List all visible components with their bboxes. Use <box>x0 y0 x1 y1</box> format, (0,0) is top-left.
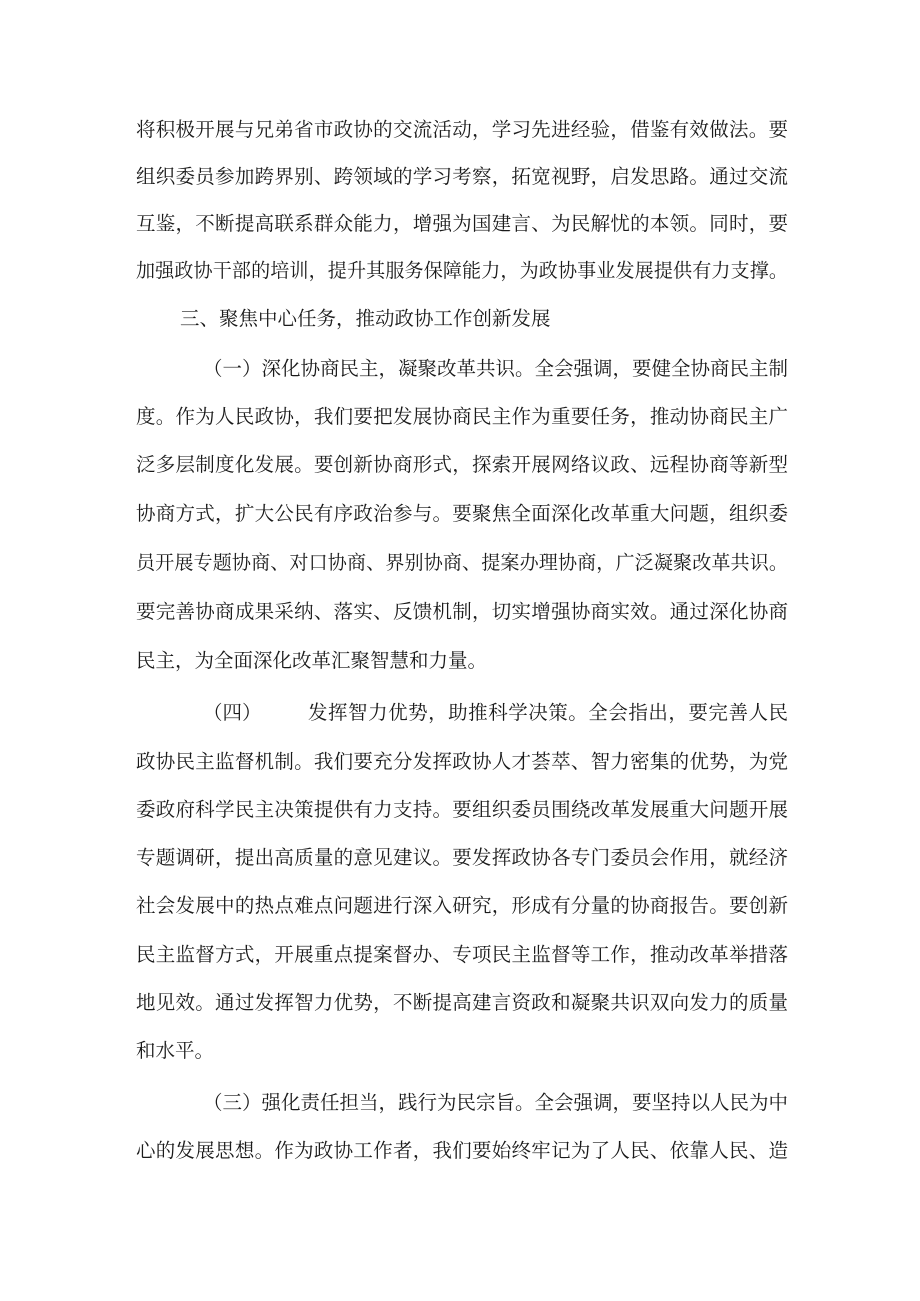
paragraph-one-line-2: 度。作为人民政协，我们要把发展协商民主作为重要任务，推动协商民主广 <box>136 405 788 428</box>
exchange-paragraph-line-2: 组织委员参加跨界别、跨领域的学习考察，拓宽视野，启发思路。通过交流 <box>136 165 788 188</box>
section-three-heading: 三、聚焦中心任务，推动政协工作创新发展 <box>180 307 551 330</box>
paragraph-four-line-1: 发挥智力优势，助推科学决策。全会指出，要完善人民 <box>308 701 788 724</box>
paragraph-four-line-6: 民主监督方式，开展重点提案督办、专项民主监督等工作，推动改革举措落 <box>136 943 788 966</box>
paragraph-one-line-1: （一）深化协商民主，凝聚改革共识。全会强调，要健全协商民主制 <box>203 357 789 380</box>
exchange-paragraph-line-4: 加强政协干部的培训，提升其服务保障能力，为政协事业发展提供有力支撑。 <box>136 260 788 282</box>
paragraph-four-line-5: 社会发展中的热点难点问题进行深入研究，形成有分量的协商报告。要创新 <box>136 894 788 917</box>
paragraph-three-line-1: （三）强化责任担当，践行为民宗旨。全会强调，要坚持以人民为中 <box>203 1091 789 1114</box>
paragraph-four-line-8: 和水平。 <box>136 1039 215 1062</box>
paragraph-one-line-6: 要完善协商成果采纳、落实、反馈机制，切实增强协商实效。通过深化协商 <box>136 600 788 623</box>
paragraph-four-line-4: 专题调研，提出高质量的意见建议。要发挥政协各专门委员会作用，就经济 <box>136 846 788 869</box>
paragraph-one-line-3: 泛多层制度化发展。要创新协商形式，探索开展网络议政、远程协商等新型 <box>136 453 788 476</box>
paragraph-three-line-2: 心的发展思想。作为政协工作者，我们要始终牢记为了人民、依靠人民、造 <box>136 1139 788 1162</box>
paragraph-one-line-7: 民主，为全面深化改革汇聚智慧和力量。 <box>136 649 488 672</box>
exchange-paragraph-line-1: 将积极开展与兄弟省市政协的交流活动，学习先进经验，借鉴有效做法。要 <box>136 118 788 141</box>
paragraph-four-line-7: 地见效。通过发挥智力优势，不断提高建言资政和凝聚共识双向发力的质量 <box>136 991 788 1014</box>
exchange-paragraph-line-3: 互鉴，不断提高联系群众能力，增强为国建言、为民解忧的本领。同时，要 <box>136 212 788 235</box>
paragraph-one-line-5: 员开展专题协商、对口协商、界别协商、提案办理协商，广泛凝聚改革共识。 <box>136 552 788 574</box>
paragraph-four-line-3: 委政府科学民主决策提供有力支持。要组织委员围绕改革发展重大问题开展 <box>136 798 788 821</box>
paragraph-four-marker: （四） <box>203 701 262 724</box>
paragraph-one-line-4: 协商方式，扩大公民有序政治参与。要聚焦全面深化改革重大问题，组织委 <box>136 502 788 525</box>
paragraph-four-line-2: 政协民主监督机制。我们要充分发挥政协人才荟萃、智力密集的优势，为党 <box>136 750 788 773</box>
